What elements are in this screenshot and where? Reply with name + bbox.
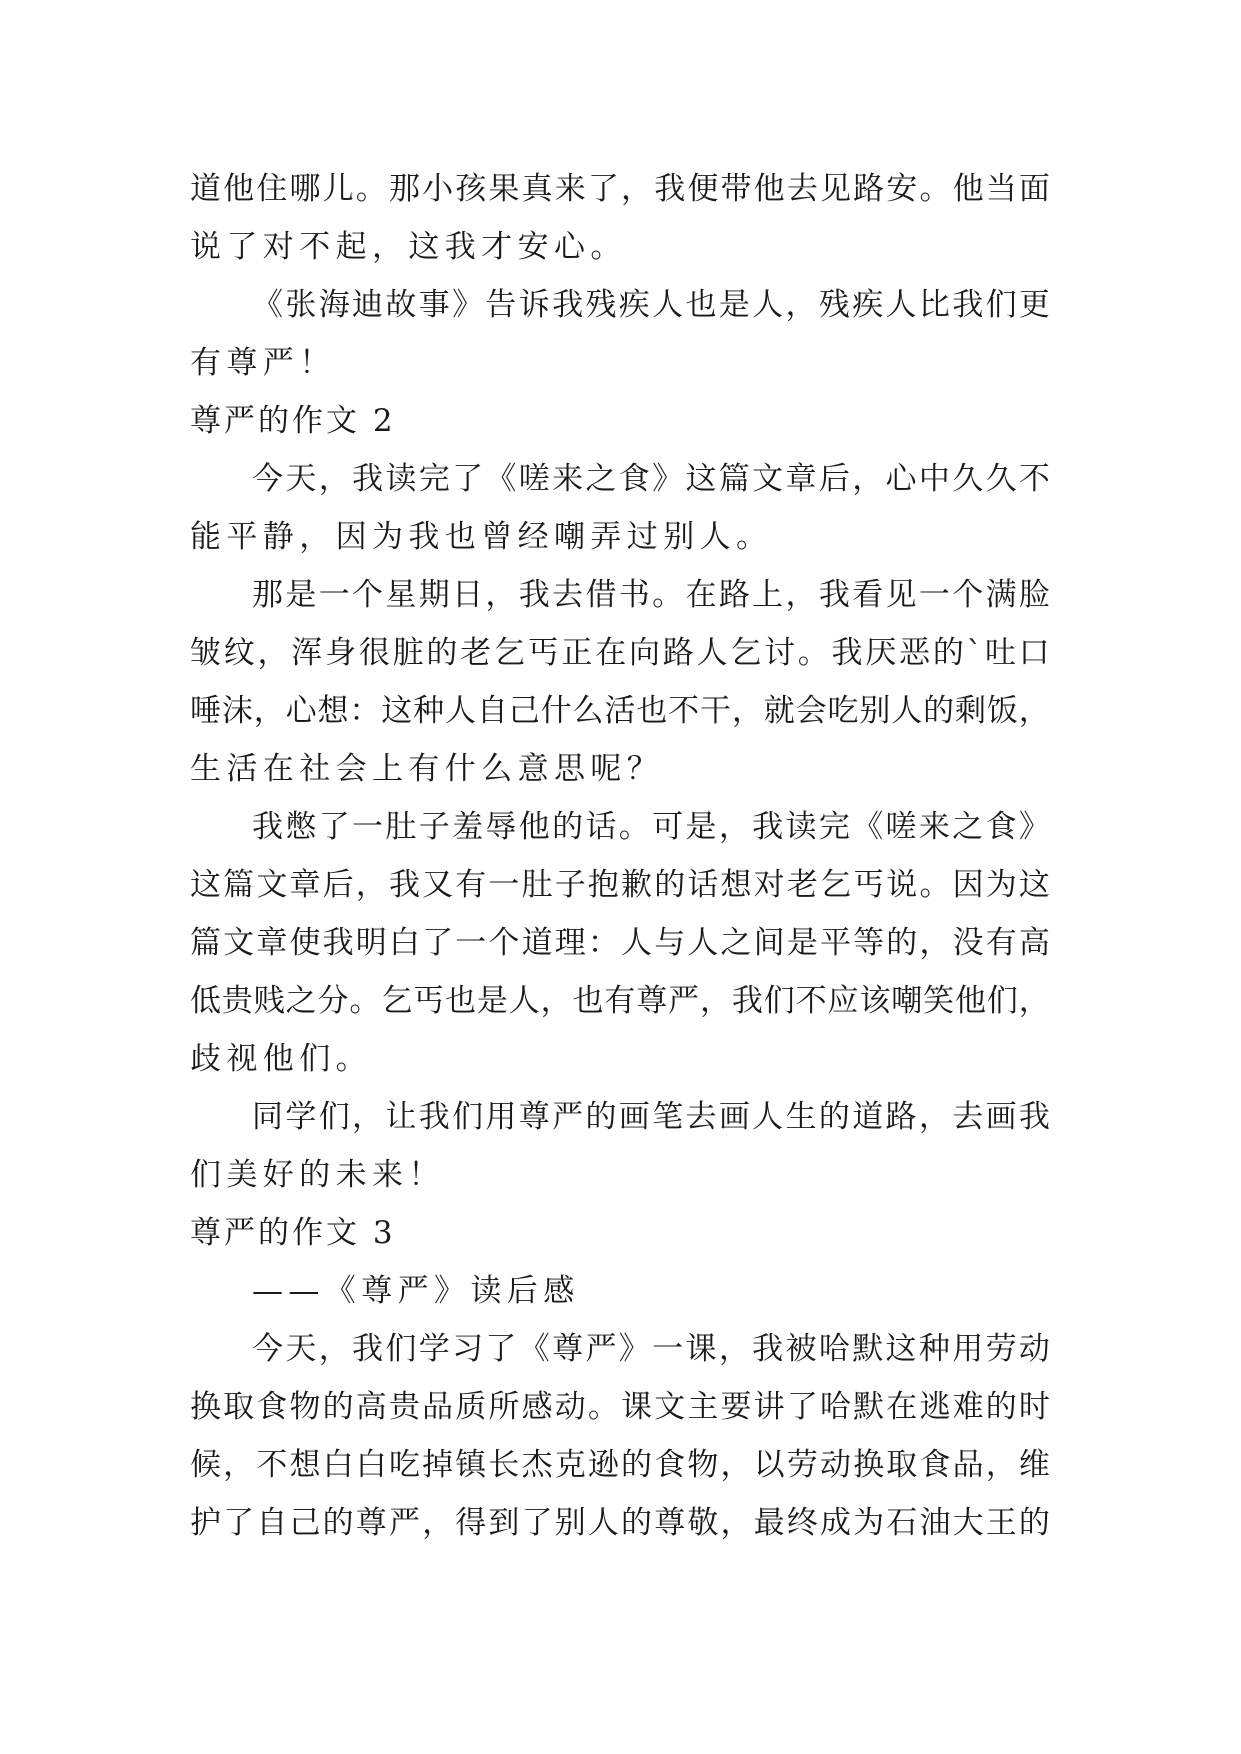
text-line: 歧视他们。	[190, 1041, 372, 1077]
document-body	[190, 160, 1050, 1552]
text-line: 们美好的未来！	[190, 1157, 445, 1193]
section-heading: 尊严的作文 3	[190, 1215, 396, 1251]
text-line: 道 他 住 哪 儿 。 那 小 孩 果 真 来 了 ， 我 便 带 他 去 见 路 安 。 他 当 面	[190, 171, 1050, 207]
text-line: 护 了 自 己 的 尊 严 ， 得 到 了 别 人 的 尊 敬 ， 最 终 成 为 石 油 大 王 的	[190, 1505, 1050, 1541]
text-line: 篇 文 章 使 我 明 白 了 一 个 道 理 ： 人 与 人 之 间 是 平 等 的 ， 没 有 高	[190, 925, 1050, 961]
text-line: 候 ， 不 想 白 白 吃 掉 镇 长 杰 克 逊 的 食 物 ， 以 劳 动 换 取 食 品 ， 维	[190, 1447, 1050, 1483]
text-line: 有尊严！	[190, 345, 336, 381]
subtitle-line: ——《尊严》读后感	[252, 1273, 580, 1309]
text-line: 说了对不起，这我才安心。	[190, 229, 627, 265]
text-line: 这 篇 文 章 后 ， 我 又 有 一 肚 子 抱 歉 的 话 想 对 老 乞 丐 说 。 因 为 这	[190, 867, 1050, 903]
paragraph-start-line: 那 是 一 个 星 期 日 ， 我 去 借 书 。 在 路 上 ， 我 看 见 一 个 满 脸	[252, 577, 1050, 613]
paragraph-start-line: 我 憋 了 一 肚 子 羞 辱 他 的 话 。 可 是 ， 我 读 完 《 嗟 来 之 食 》	[252, 809, 1050, 845]
text-line: 皱 纹 ， 浑 身 很 脏 的 老 乞 丐 正 在 向 路 人 乞 讨 。 我 厌 恶 的 ` 吐 口	[190, 635, 1050, 671]
paragraph-start-line: 同 学 们 ， 让 我 们 用 尊 严 的 画 笔 去 画 人 生 的 道 路 ， 去 画 我	[252, 1099, 1050, 1135]
paragraph-start-line: 今 天 ， 我 读 完 了 《 嗟 来 之 食 》 这 篇 文 章 后 ， 心 中 久 久 不	[252, 461, 1050, 497]
paragraph-start-line: 《 张 海 迪 故 事 》 告 诉 我 残 疾 人 也 是 人 ， 残 疾 人 比 我 们 更	[252, 287, 1050, 323]
text-line: 换 取 食 物 的 高 贵 品 质 所 感 动 。 课 文 主 要 讲 了 哈 默 在 逃 难 的 时	[190, 1389, 1050, 1425]
text-line: 生活在社会上有什么意思呢？	[190, 751, 664, 787]
section-heading: 尊严的作文 2	[190, 403, 396, 439]
text-line: 低 贵 贱 之 分 。 乞 丐 也 是 人 ， 也 有 尊 严 ， 我 们 不 应 该 嘲 笑 他 们 ，	[190, 983, 1050, 1019]
text-line: 唾 沫 ， 心 想 ： 这 种 人 自 己 什 么 活 也 不 干 ， 就 会 吃 别 人 的 剩 饭 ，	[190, 693, 1050, 729]
text-line: 能平静，因为我也曾经嘲弄过别人。	[190, 519, 773, 555]
paragraph-start-line: 今 天 ， 我 们 学 习 了 《 尊 严 》 一 课 ， 我 被 哈 默 这 种 用 劳 动	[252, 1331, 1050, 1367]
